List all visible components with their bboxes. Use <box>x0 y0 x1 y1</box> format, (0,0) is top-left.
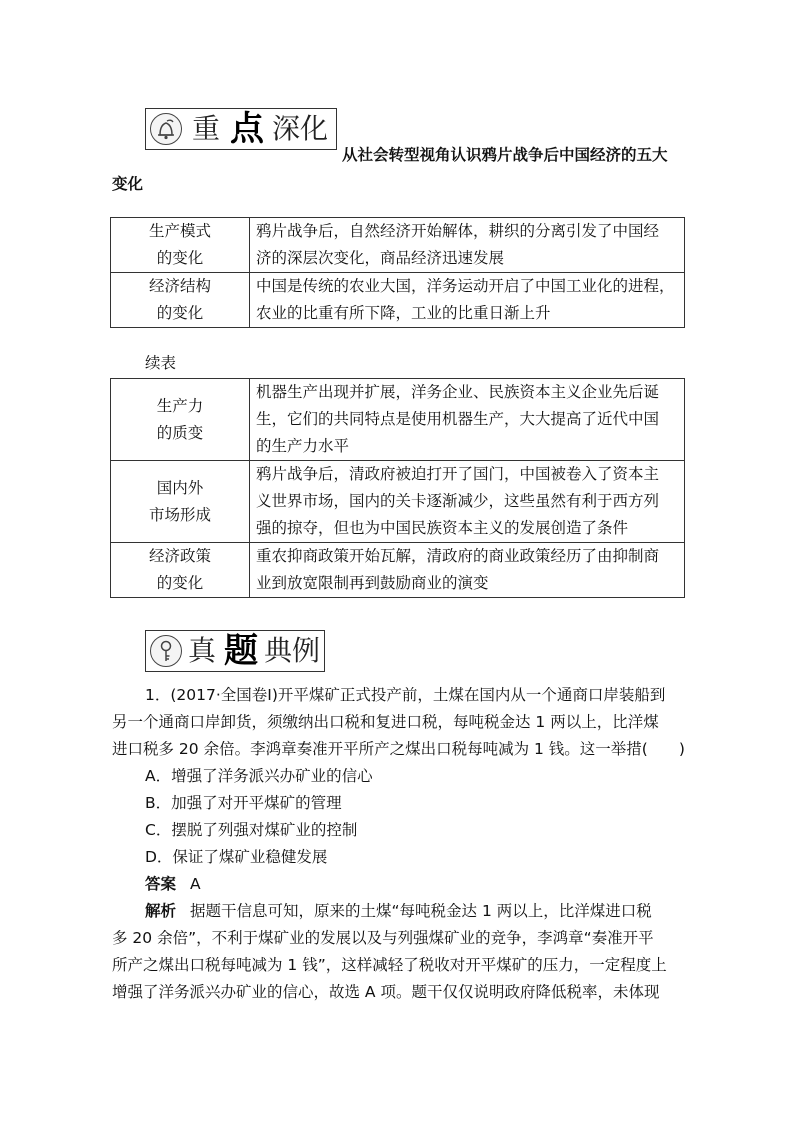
continued-table-label: 续表 <box>145 354 177 372</box>
analysis-line <box>145 898 652 925</box>
analysis-line: 增强了洋务派兴办矿业的信心，故选 A 项。题干仅仅说明政府降低税率，未体现 <box>112 983 660 1001</box>
section-banner-exam-examples <box>145 630 325 672</box>
table-key-cell: 经济政策 的变化 <box>111 543 250 598</box>
option-a: A．增强了洋务派兴办矿业的信心 <box>145 767 373 785</box>
banner-char-3: 深化 <box>272 112 329 145</box>
banner-char-1: 重 <box>192 112 221 145</box>
section-heading: 从社会转型视角认识鸦片战争后中国经济的五大 <box>342 146 668 164</box>
table-value-cell: 中国是传统的农业大国，洋务运动开启了中国工业化的进程， 农业的比重有所下降，工业的比重日渐上升 <box>250 273 685 328</box>
table-value-cell: 鸦片战争后，自然经济开始解体，耕织的分离引发了中国经 济的深层次变化，商品经济迅速发展 <box>250 218 685 273</box>
option-d: D．保证了煤矿业稳健发展 <box>145 848 328 866</box>
table-row <box>111 273 685 328</box>
banner-char-1: 真 <box>188 634 217 667</box>
question-stem-line: 另一个通商口岸卸货，须缴纳出口税和复进口税，每吨税金达 1 两以上，比洋煤 <box>112 713 659 731</box>
analysis-label: 解析 <box>145 902 177 920</box>
table-value-cell: 鸦片战争后，清政府被迫打开了国门，中国被卷入了资本主 义世界市场，国内的关卡逐渐减少，这些虽然有利于西方列 强的掠夺，但也为中国民族资本主义的发展创造了条件 <box>250 461 685 543</box>
economic-change-table <box>110 217 685 328</box>
table-row <box>111 218 685 273</box>
section-banner-key-points <box>145 108 337 150</box>
table-key-cell: 生产力 的质变 <box>111 379 250 461</box>
banner-char-3: 典例 <box>264 634 321 667</box>
bell-icon <box>151 114 181 144</box>
table-value-cell: 机器生产出现并扩展，洋务企业、民族资本主义企业先后诞 生，它们的共同特点是使用机器生产，大大提高了近代中国 的生产力水平 <box>250 379 685 461</box>
option-b: B．加强了对开平煤矿的管理 <box>145 794 342 812</box>
question-stem-line: 1．(2017·全国卷Ⅰ)开平煤矿正式投产前，土煤在国内从一个通商口岸装船到 <box>145 686 666 704</box>
banner-char-2: 题 <box>224 631 258 671</box>
bell-badge <box>150 113 182 145</box>
banner-char-2: 点 <box>230 109 264 149</box>
economic-change-table-continued <box>110 378 685 598</box>
option-c: C．摆脱了列强对煤矿业的控制 <box>145 821 358 839</box>
analysis-line: 多 20 余倍”，不利于煤矿业的发展以及与列强煤矿业的竞争，李鸿章“奏准开平 <box>112 929 654 947</box>
answer-label: 答案 <box>145 875 177 893</box>
answer-value: A <box>190 875 201 893</box>
question-stem-line: 进口税多 20 余倍。李鸿章奏准开平所产之煤出口税每吨减为 1 钱。这一举措( ) <box>112 740 685 758</box>
answer-line <box>145 871 201 898</box>
analysis-line: 所产之煤出口税每吨减为 1 钱”，这样减轻了税收对开平煤矿的压力，一定程度上 <box>112 956 667 974</box>
table-key-cell: 经济结构 的变化 <box>111 273 250 328</box>
table-value-cell: 重农抑商政策开始瓦解，清政府的商业政策经历了由抑制商 业到放宽限制再到鼓励商业的演变 <box>250 543 685 598</box>
table-key-cell: 国内外 市场形成 <box>111 461 250 543</box>
key-badge <box>150 635 182 667</box>
table-key-cell: 生产模式 的变化 <box>111 218 250 273</box>
key-icon <box>151 636 181 666</box>
table-row <box>111 379 685 461</box>
table-row <box>111 461 685 543</box>
analysis-text: 据题干信息可知，原来的土煤“每吨税金达 1 两以上，比洋煤进口税 <box>190 902 652 920</box>
section-heading-cont: 变化 <box>112 175 144 193</box>
table-row <box>111 543 685 598</box>
